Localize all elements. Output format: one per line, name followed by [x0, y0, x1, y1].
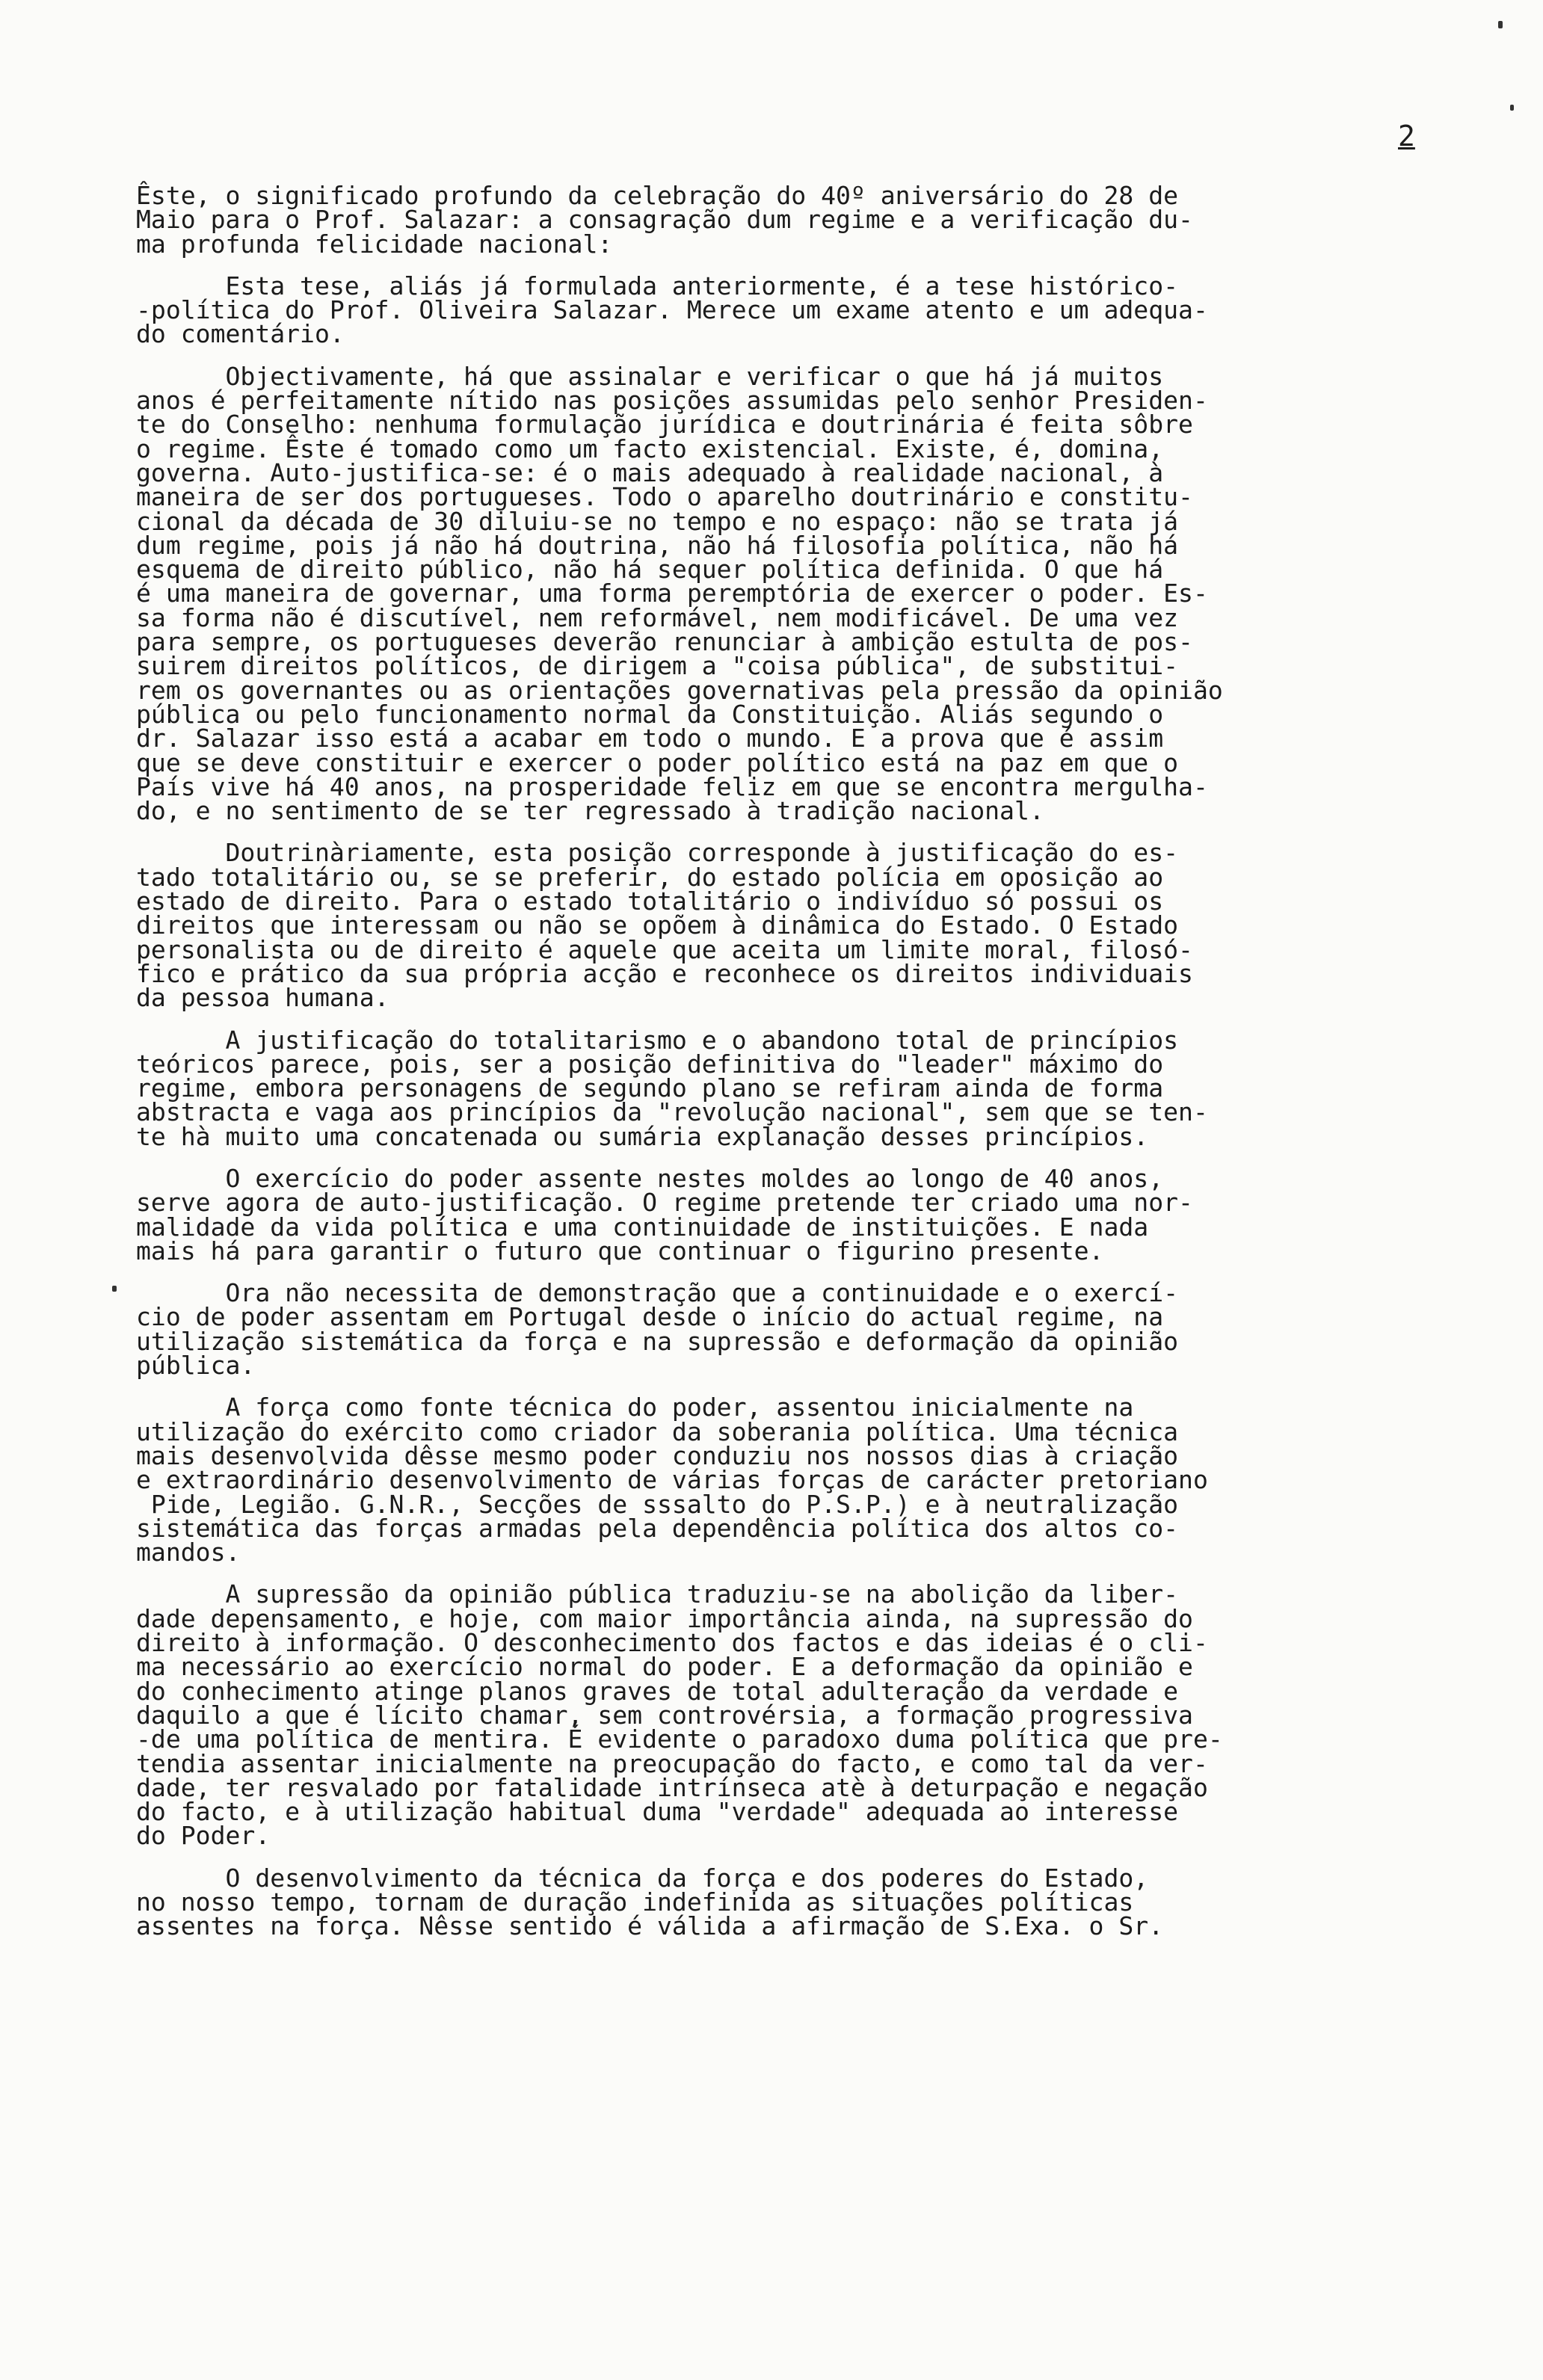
margin-mark-side — [1510, 105, 1514, 111]
paragraph-1: Êste, o significado profundo da celebração do 40º aniversário do 28 de Maio para o Prof. Salazar: a consagração dum regime e a verificação du- ma profunda felicidade nacional: — [136, 181, 1193, 259]
margin-mark-left — [112, 1286, 117, 1292]
paragraph-7: Ora não necessita de demonstração que a continuidade e o exercí- cio de poder assentam em Portugal desde o início do actual regime, na utilização sistemática da força e na supressão e deformação da opinião pública. — [136, 1278, 1179, 1381]
margin-mark-top — [1498, 21, 1503, 28]
paragraph-2: Esta tese, aliás já formulada anteriormente, é a tese histórico- -política do Prof. Oliveira Salazar. Merece um exame atento e um adequa- do comentário. — [136, 271, 1208, 349]
paragraph-4: Doutrinàriamente, esta posição corresponde à justificação do es- tado totalitário ou, se se preferir, do estado polícia em oposição ao estado de direito. Para o estado totalitário o indivíduo só possui os direitos que interessam ou não se opõem à dinâmica do Estado. O Estado personalista ou de direito é aquele que aceita um limite moral, filosó- fico e prático da sua própria acção e reconhece os direitos individuais da pessoa humana. — [136, 838, 1193, 1013]
document-body — [136, 181, 1467, 1957]
paragraph-3: Objectivamente, há que assinalar e verificar o que há já muitos anos é perfeitamente nítido nas posições assumidas pelo senhor Presiden- te do Conselho: nenhuma formulação jurídica e doutrinária é feita sôbre o regime. Êste é tomado como um facto existencial. Existe, é, domina, governa. Auto-justifica-se: é o mais adequado à realidade nacional, à maneira de ser dos portugueses. Todo o aparelho doutrinário e constitu- cional da década de 30 diluiu-se no tempo e no espaço: não se trata já dum regime, pois já não há doutrina, não há filosofia política, não há esquema de direito público, não há sequer política definida. O que há é uma maneira de governar, uma forma peremptória de exercer o poder. Es- sa forma não é discutível, nem reformável, nem modificável. De uma vez para sempre, os portugueses deverão renunciar à ambição estulta de pos- suirem direitos políticos, de dirigem a "coisa pública", de substitui- rem os governantes ou as orientações governativas pela pressão da opinião pública ou pelo funcionamento normal da Constituição. Aliás segundo o dr. Salazar isso está a acabar em todo o mundo. E a prova que é assim que se deve constituir e exercer o poder político está na paz em que o País vive há 40 anos, na prosperidade feliz em que se encontra mergulha- do, e no sentimento de se ter regressado à tradição nacional. — [136, 361, 1223, 826]
paragraph-10: O desenvolvimento da técnica da força e dos poderes do Estado, no nosso tempo, tornam de duração indefinida as situações políticas assentes na força. Nêsse sentido é válida a afirmação de S.Exa. o Sr. — [136, 1863, 1164, 1941]
paragraph-5: A justificação do totalitarismo e o abandono total de princípios teóricos parece, pois, ser a posição definitiva do "leader" máximo do regime, embora personagens de segundo plano se refiram ainda de forma abstracta e vaga aos princípios da "revolução nacional", sem que se ten- te hà muito uma concatenada ou sumária explanação desses princípios. — [136, 1025, 1208, 1151]
paragraph-9: A supressão da opinião pública traduziu-se na abolição da liber- dade depensamento, e hoje, com maior importância ainda, na supressão do direito à informação. O desconhecimento dos factos e das ideias é o cli- ma necessário ao exercício normal do poder. E a deformação da opinião e do conhecimento atinge planos graves de total adulteração da verdade e daquilo a que é lícito chamar, sem controvérsia, a formação progressiva -de uma política de mentira. É evidente o paradoxo duma política que pre- tendia assentar inicialmente na preocupação do facto, e como tal da ver- dade, ter resvalado por fatalidade intrínseca atè à deturpação e negação do facto, e à utilização habitual duma "verdade" adequada ao interesse do Poder. — [136, 1579, 1223, 1851]
page-number: 2 — [1398, 120, 1415, 152]
paragraph-8: A força como fonte técnica do poder, assentou inicialmente na utilização do exército como criador da soberania política. Uma técnica mais desenvolvida dêsse mesmo poder conduziu nos nossos dias à criação e extraordinário desenvolvimento de várias forças de carácter pretoriano Pide, Legião. G.N.R., Secções de sssalto do P.S.P.) e à neutralização sistemática das forças armadas pela dependência política dos altos co- mandos. — [136, 1393, 1208, 1567]
paragraph-6: O exercício do poder assente nestes moldes ao longo de 40 anos, serve agora de auto-justificação. O regime pretende ter criado uma nor- malidade da vida política e uma continuidade de instituições. E nada mais há para garantir o futuro que continuar o figurino presente. — [136, 1163, 1193, 1265]
